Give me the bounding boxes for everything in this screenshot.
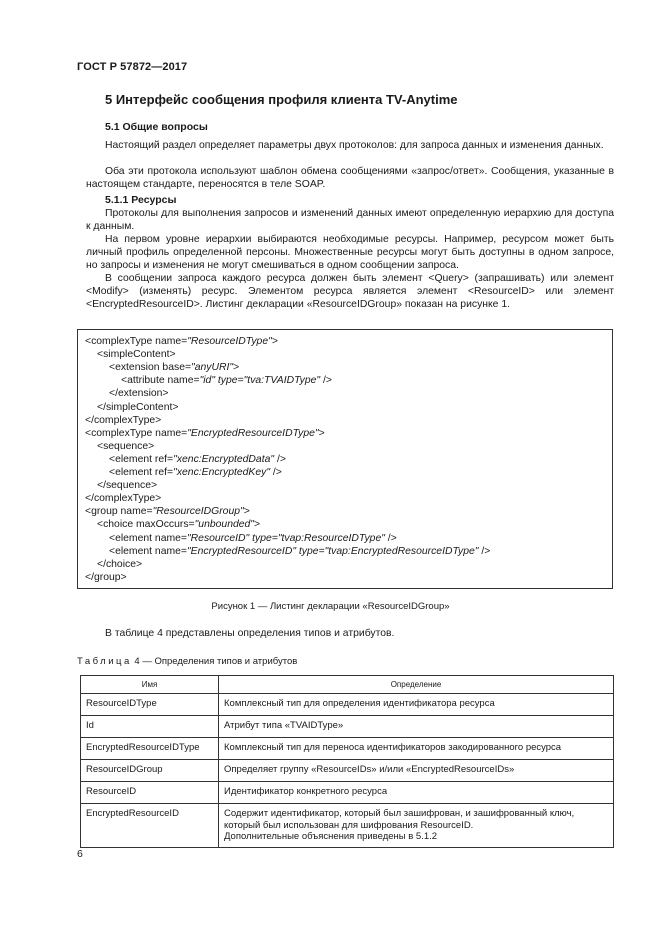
code-text: </choice> [97,558,143,570]
cell-definition: Идентификатор конкретного ресурса [219,782,614,804]
code-value: "unbounded" [194,519,254,531]
table-intro: В таблице 4 представлены определения типов и атрибутов. [105,628,395,639]
section-title: 5 Интерфейс сообщения профиля клиента TV-Anytime [105,92,458,107]
document-header: ГОСТ Р 57872—2017 [77,61,188,73]
table-caption [77,656,297,667]
code-line [97,401,178,414]
code-line [85,571,127,584]
code-value: "EncryptedResourceIDType" [187,427,319,439]
code-text: <simpleContent> [97,349,176,361]
code-value: "anyURI" [191,362,234,374]
code-value: "xenc:EncryptedData" [173,453,275,465]
code-text: </simpleContent> [97,401,179,413]
code-text: > [271,336,278,347]
table-caption-text: 4 — Определения типов и атрибутов [134,656,298,667]
code-line [85,427,325,440]
code-line [97,558,142,571]
code-line [109,532,397,545]
code-value: "id" type="tva:TVAIDType" [199,375,321,387]
code-text: > [243,506,250,518]
code-value: "EncryptedResourceID" type="tvap:EncryptedResourceIDType" [186,545,479,557]
header-name: Имя [81,676,219,694]
cell-name: EncryptedResourceID [81,804,219,848]
code-value: "ResourceIDType" [187,336,272,347]
code-text: /> [384,532,397,544]
code-line [85,414,161,427]
code-text: </extension> [109,388,169,400]
cell-definition: Атрибут типа «TVAIDType» [219,716,614,738]
paragraph: Протоколы для выполнения запросов и изменений данных имеют определенную иерархию для доступа к данным. [86,208,614,232]
code-line [109,387,169,400]
table-row [81,694,614,716]
code-line [85,335,278,348]
code-line [109,361,239,374]
paragraph: На первом уровне иерархии выбираются необходимые ресурсы. Например, ресурсом может быть личный профиль определенной персоны. Множественные ресурсы могут быть доступны в одном запросе, но запросы и изменения не могут смешиваться в одном сообщении запроса. [86,234,614,271]
code-line [97,348,176,361]
table-header-row [81,676,614,694]
table-row [81,804,614,848]
code-text: </complexType> [85,414,162,426]
code-text: <choice maxOccurs= [97,519,195,531]
cell-name: Id [81,716,219,738]
cell-name: ResourceIDGroup [81,760,219,782]
cell-name: ResourceIDType [81,694,219,716]
page-number: 6 [77,848,83,860]
code-text: > [318,427,325,439]
code-line [109,466,282,479]
subsection-title: 5.1 Общие вопросы [105,121,208,133]
code-text: > [254,519,261,531]
code-text: </group> [85,571,127,583]
table-row [81,738,614,760]
code-text: <complexType name= [85,427,188,439]
code-text: <group name= [85,506,153,518]
code-line [109,453,286,466]
cell-definition: Комплексный тип для переноса идентификаторов закодированного ресурса [219,738,614,760]
definitions-table [80,675,614,848]
code-text: </complexType> [85,493,162,505]
table-caption-label: Таблица [77,656,132,667]
code-line [97,440,154,453]
code-line [85,492,161,505]
code-text: <element name= [109,532,187,544]
paragraph: Оба эти протокола используют шаблон обмена сообщениями «запрос/ответ». Сообщения, указанные в настоящем стандарте, переносятся в теле SOAP. [86,166,614,190]
figure-caption: Рисунок 1 — Листинг декларации «ResourceIDGroup» [211,601,450,612]
code-text: <sequence> [97,440,155,452]
code-line [97,518,260,531]
code-text: <element ref= [109,453,174,465]
table-row [81,716,614,738]
code-text: /> [320,375,332,387]
paragraph: В сообщении запроса каждого ресурса должен быть элемент <Query> (запрашивать) или элемент <Modify> (изменять) ресурс. Элементом ресурса является элемент <ResourceID> или элемент <EncryptedResourceID>. Листинг декларации «ResourceIDGroup» показан на рисунке 1. [86,273,614,310]
code-value: "ResourceIDGroup" [152,506,244,518]
code-text: <element name= [109,545,187,557]
cell-definition: Содержит идентификатор, который был зашифрован, и зашифрованный ключ, который был использован для шифрования ResourceID. Дополнительные объяснения приведены в 5.1.2 [219,804,614,848]
code-text: <extension base= [109,362,192,374]
code-text: /> [478,545,491,557]
code-text: <attribute name= [121,375,200,387]
code-line [85,505,250,518]
cell-definition: Комплексный тип для определения идентификатора ресурса [219,694,614,716]
subsubsection-title: 5.1.1 Ресурсы [105,194,177,206]
code-text: </sequence> [97,480,158,492]
cell-definition: Определяет группу «ResourceIDs» и/или «EncryptedResourceIDs» [219,760,614,782]
code-line [109,545,490,558]
table-row [81,760,614,782]
code-text: > [233,362,240,374]
code-line [97,479,157,492]
code-text: <element ref= [109,467,174,478]
code-line [121,374,332,387]
header-definition: Определение [219,676,614,694]
cell-name: EncryptedResourceIDType [81,738,219,760]
table-row [81,782,614,804]
code-value: "xenc:EncryptedKey" [173,467,271,478]
code-value: "ResourceID" type="tvap:ResourceIDType" [186,532,385,544]
code-text: /> [274,453,286,465]
paragraph: Настоящий раздел определяет параметры двух протоколов: для запроса данных и изменения данных. [105,140,604,151]
code-text: /> [270,467,282,478]
code-text: <complexType name= [85,336,188,347]
cell-name: ResourceID [81,782,219,804]
